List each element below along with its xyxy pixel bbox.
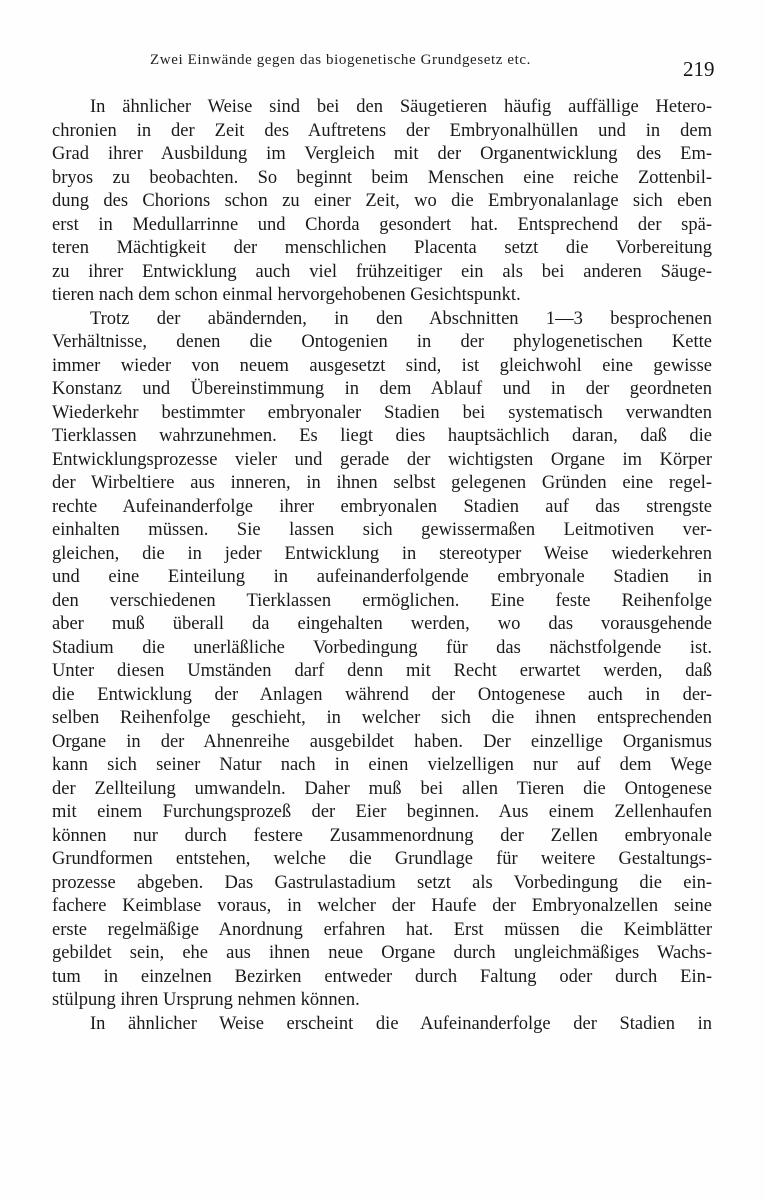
text-line: aber muß überall da eingehalten werden, wo das vorausgehende <box>52 614 712 634</box>
text-line: Organe in der Ahnenreihe ausgebildet haben. Der einzellige Organismus <box>52 731 712 752</box>
page-number: 219 <box>683 57 715 81</box>
text-line: erste regelmäßige Anordnung erfahren hat. Erst müssen die Keimblätter <box>52 919 712 940</box>
text-line: der Zellteilung umwandeln. Daher muß bei allen Tieren die Ontogenese <box>52 778 712 799</box>
text-line: kann sich seiner Natur nach in einen vielzelligen nur auf dem Wege <box>52 755 712 775</box>
text-line: zu ihrer Entwicklung auch viel frühzeitiger ein als bei anderen Säuge- <box>52 261 712 282</box>
text-line: tieren nach dem schon einmal hervorgehobenen Gesichtspunkt. <box>52 285 521 305</box>
text-line: dung des Chorions schon zu einer Zeit, wo die Embryonalanlage sich eben <box>52 191 712 211</box>
text-line: einhalten müssen. Sie lassen sich gewissermaßen Leitmotiven ver- <box>52 520 712 540</box>
text-line: stülpung ihren Ursprung nehmen können. <box>52 990 360 1010</box>
text-line: teren Mächtigkeit der menschlichen Placenta setzt die Vorbereitung <box>52 238 712 258</box>
text-line: gleichen, die in jeder Entwicklung in stereotyper Weise wiederkehren <box>52 543 712 564</box>
text-line: Tierklassen wahrzunehmen. Es liegt dies hauptsächlich daran, daß die <box>52 426 712 446</box>
text-line: prozesse abgeben. Das Gastrulastadium setzt als Vorbedingung die ein- <box>52 872 712 893</box>
text-line: bryos zu beobachten. So beginnt beim Menschen eine reiche Zottenbil- <box>52 167 712 188</box>
text-line: Grad ihrer Ausbildung im Vergleich mit der Organentwicklung des Em- <box>52 144 712 164</box>
text-line: und eine Einteilung in aufeinanderfolgende embryonale Stadien in <box>52 567 712 587</box>
text-line: Grundformen entstehen, welche die Grundlage für weitere Gestaltungs- <box>52 849 712 869</box>
text-line: erst in Medullarrinne und Chorda gesondert hat. Entsprechend der spä- <box>52 214 712 235</box>
text-line: die Entwicklung der Anlagen während der Ontogenese auch in der- <box>52 684 712 705</box>
text-line: rechte Aufeinanderfolge ihrer embryonalen Stadien auf das strengste <box>52 496 712 517</box>
text-line: Verhältnisse, denen die Ontogenien in der phylogenetischen Kette <box>52 332 712 352</box>
text-line: tum in einzelnen Bezirken entweder durch Faltung oder durch Ein- <box>52 966 712 987</box>
text-line: Unter diesen Umständen darf denn mit Recht erwartet werden, daß <box>52 661 712 681</box>
text-line: fachere Keimblase voraus, in welcher der Haufe der Embryonalzellen seine <box>52 896 712 916</box>
text-line: Stadium die unerläßliche Vorbedingung für das nächstfolgende ist. <box>52 637 712 658</box>
text-line: mit einem Furchungsprozeß der Eier beginnen. Aus einem Zellenhaufen <box>52 802 712 822</box>
text-line: der Wirbeltiere aus inneren, in ihnen selbst gelegenen Gründen eine regel- <box>52 473 712 493</box>
running-title: Zwei Einwände gegen das biogenetische Grundgesetz etc. <box>150 52 532 68</box>
text-line: gebildet sein, ehe aus ihnen neue Organe durch ungleichmäßiges Wachs- <box>52 943 712 963</box>
text-line: Konstanz und Übereinstimmung in dem Ablauf und in der geordneten <box>52 379 712 399</box>
running-head <box>0 52 765 80</box>
text-line: können nur durch festere Zusammenordnung der Zellen embryonale <box>52 825 712 846</box>
text-line: Trotz der abändernden, in den Abschnitten 1—3 besprochenen <box>90 308 712 329</box>
text-line: den verschiedenen Tierklassen ermöglichen. Eine feste Reihenfolge <box>52 590 712 611</box>
text-line: In ähnlicher Weise sind bei den Säugetieren häufig auffällige Hetero- <box>90 97 712 117</box>
text-line: chronien in der Zeit des Auftretens der Embryonalhüllen und in dem <box>52 120 712 141</box>
text-line: immer wieder von neuem ausgesetzt sind, ist gleichwohl eine gewisse <box>52 355 712 376</box>
text-line: In ähnlicher Weise erscheint die Aufeinanderfolge der Stadien in <box>90 1013 712 1034</box>
text-line: selben Reihenfolge geschieht, in welcher sich die ihnen entsprechenden <box>52 708 712 728</box>
body-text <box>52 96 712 1036</box>
text-line: Wiederkehr bestimmter embryonaler Stadien bei systematisch verwandten <box>52 402 712 423</box>
text-line: Entwicklungsprozesse vieler und gerade der wichtigsten Organe im Körper <box>52 449 712 470</box>
